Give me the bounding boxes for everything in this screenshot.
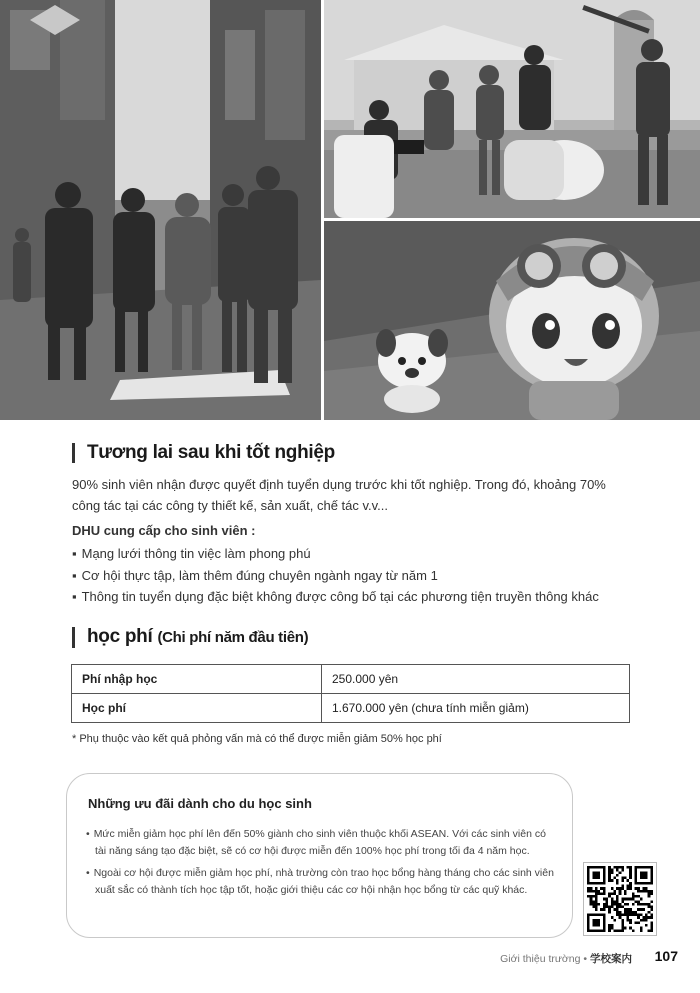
- future-description: 90% sinh viên nhận được quyết định tuyển dụng trước khi tốt nghiệp. Trong đó, khoảng 70% công tác tại các công ty thiết kế, sản xuất, chế tác v.v...: [72, 477, 606, 513]
- footer-separator: •: [583, 953, 588, 965]
- benefits-list: [86, 826, 556, 904]
- fee-note: * Phụ thuộc vào kết quả phỏng vấn mà có thể được miễn giảm 50% học phí: [72, 733, 442, 745]
- benefits-title: Những ưu đãi dành cho du học sinh: [88, 796, 312, 811]
- list-item: ▪ Thông tin tuyển dụng đặc biệt không được công bố tại các phương tiện truyền thông khác: [72, 586, 599, 608]
- qr-code[interactable]: [583, 862, 657, 936]
- fee-table: [71, 664, 630, 723]
- future-section-title: [72, 443, 335, 463]
- fee-value: 250.000 yên: [322, 665, 630, 694]
- fee-section-title: [72, 627, 308, 648]
- list-item: • Ngoài cơ hội được miễn giảm học phí, nhà trường còn trao học bổng hàng tháng cho các sinh viên xuất sắc có thành tích học tập tốt, hoặc giới thiệu các cơ hội nhận học bổng từ các quỹ khác.: [86, 865, 556, 899]
- list-item: • Mức miễn giảm học phí lên đến 50% giành cho sinh viên thuộc khối ASEAN. Với các sinh viên có tài năng sáng tạo đặc biệt, sẽ có cơ hội được miễn đến 100% học phí trong tối đa 4 năm học.: [86, 826, 556, 860]
- page-number: 107: [654, 948, 678, 964]
- footer-section-vi: Giới thiệu trường: [500, 953, 581, 965]
- fee-label: Phí nhập học: [72, 665, 322, 694]
- footer-section-label: [500, 951, 632, 966]
- list-item: ▪ Cơ hội thực tập, làm thêm đúng chuyên ngành ngay từ năm 1: [72, 565, 599, 587]
- fee-subtitle-text: (Chi phí năm đầu tiên): [157, 629, 309, 646]
- fee-value: 1.670.000 yên (chưa tính miễn giảm): [322, 694, 630, 723]
- dhu-offer-list: [72, 543, 599, 608]
- benefits-box: [66, 773, 573, 938]
- fee-title-text: học phí: [87, 626, 153, 647]
- dhu-offer-heading: DHU cung cấp cho sinh viên :: [72, 523, 256, 538]
- table-row: [72, 694, 630, 723]
- table-row: [72, 665, 630, 694]
- anime-illustration: [324, 221, 700, 420]
- future-title-text: Tương lai sau khi tốt nghiệp: [87, 442, 335, 463]
- street-group-photo: [0, 0, 321, 420]
- film-shooting-photo: [324, 0, 700, 218]
- list-item: ▪ Mạng lưới thông tin việc làm phong phú: [72, 543, 599, 565]
- footer-section-jp: 学校案内: [590, 953, 632, 965]
- fee-label: Học phí: [72, 694, 322, 723]
